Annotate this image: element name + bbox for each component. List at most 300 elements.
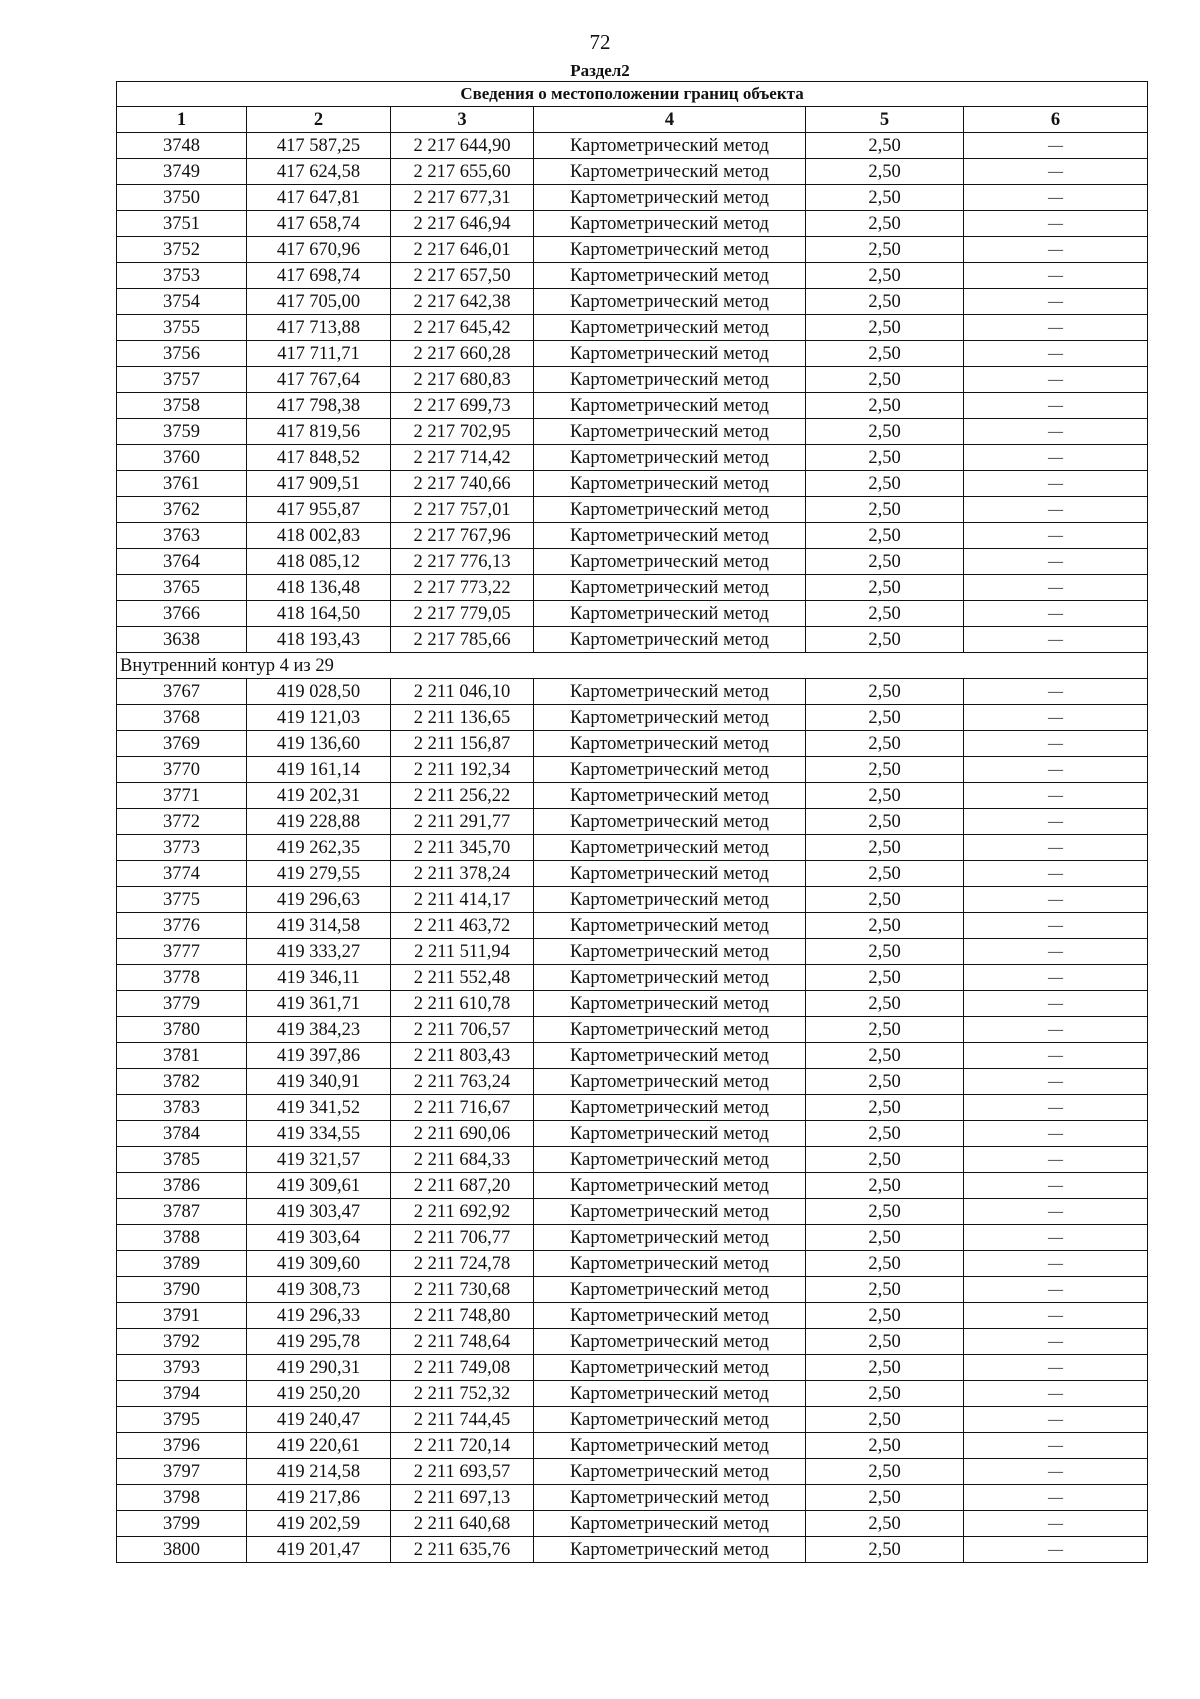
x-coordinate-cell: 417 819,56 — [247, 419, 391, 445]
x-coordinate-cell: 417 647,81 — [247, 185, 391, 211]
x-coordinate-cell: 419 290,31 — [247, 1355, 391, 1381]
point-number-cell: 3757 — [117, 367, 247, 393]
table-row — [117, 1121, 1148, 1147]
table-row — [117, 1147, 1148, 1173]
method-cell: Картометрический метод — [534, 809, 806, 835]
table-row — [117, 991, 1148, 1017]
method-cell: Картометрический метод — [534, 1095, 806, 1121]
y-coordinate-cell: 2 217 677,31 — [391, 185, 534, 211]
note-cell: — — [964, 1043, 1148, 1069]
point-number-cell: 3774 — [117, 861, 247, 887]
y-coordinate-cell: 2 211 730,68 — [391, 1277, 534, 1303]
x-coordinate-cell: 419 321,57 — [247, 1147, 391, 1173]
point-number-cell: 3755 — [117, 315, 247, 341]
y-coordinate-cell: 2 211 763,24 — [391, 1069, 534, 1095]
y-coordinate-cell: 2 211 256,22 — [391, 783, 534, 809]
note-cell: — — [964, 965, 1148, 991]
section-title: Раздел2 — [570, 61, 630, 80]
note-cell: — — [964, 835, 1148, 861]
x-coordinate-cell: 417 705,00 — [247, 289, 391, 315]
method-cell: Картометрический метод — [534, 1251, 806, 1277]
accuracy-cell: 2,50 — [806, 627, 964, 653]
x-coordinate-cell: 419 303,64 — [247, 1225, 391, 1251]
page-number: 72 — [589, 30, 611, 54]
point-number-cell: 3763 — [117, 523, 247, 549]
x-coordinate-cell: 419 314,58 — [247, 913, 391, 939]
y-coordinate-cell: 2 211 640,68 — [391, 1511, 534, 1537]
note-cell: — — [964, 185, 1148, 211]
x-coordinate-cell: 419 346,11 — [247, 965, 391, 991]
point-number-cell: 3799 — [117, 1511, 247, 1537]
method-cell: Картометрический метод — [534, 419, 806, 445]
method-cell: Картометрический метод — [534, 289, 806, 315]
column-header: 5 — [806, 107, 964, 133]
y-coordinate-cell: 2 211 552,48 — [391, 965, 534, 991]
point-number-cell: 3789 — [117, 1251, 247, 1277]
x-coordinate-cell: 419 303,47 — [247, 1199, 391, 1225]
y-coordinate-cell: 2 217 776,13 — [391, 549, 534, 575]
note-cell: — — [964, 1251, 1148, 1277]
note-cell: — — [964, 1407, 1148, 1433]
note-cell: — — [964, 367, 1148, 393]
column-header: 4 — [534, 107, 806, 133]
y-coordinate-cell: 2 211 803,43 — [391, 1043, 534, 1069]
point-number-cell: 3785 — [117, 1147, 247, 1173]
y-coordinate-cell: 2 217 714,42 — [391, 445, 534, 471]
accuracy-cell: 2,50 — [806, 1433, 964, 1459]
accuracy-cell: 2,50 — [806, 1147, 964, 1173]
note-cell: — — [964, 1355, 1148, 1381]
point-number-cell: 3761 — [117, 471, 247, 497]
x-coordinate-cell: 419 121,03 — [247, 705, 391, 731]
note-cell: — — [964, 315, 1148, 341]
method-cell: Картометрический метод — [534, 887, 806, 913]
point-number-cell: 3749 — [117, 159, 247, 185]
method-cell: Картометрический метод — [534, 367, 806, 393]
table-row — [117, 185, 1148, 211]
note-cell: — — [964, 887, 1148, 913]
y-coordinate-cell: 2 211 345,70 — [391, 835, 534, 861]
accuracy-cell: 2,50 — [806, 575, 964, 601]
point-number-cell: 3750 — [117, 185, 247, 211]
table-row — [117, 887, 1148, 913]
note-cell: — — [964, 627, 1148, 653]
method-cell: Картометрический метод — [534, 159, 806, 185]
x-coordinate-cell: 419 214,58 — [247, 1459, 391, 1485]
accuracy-cell: 2,50 — [806, 783, 964, 809]
y-coordinate-cell: 2 217 646,01 — [391, 237, 534, 263]
x-coordinate-cell: 419 220,61 — [247, 1433, 391, 1459]
method-cell: Картометрический метод — [534, 315, 806, 341]
x-coordinate-cell: 417 658,74 — [247, 211, 391, 237]
x-coordinate-cell: 417 624,58 — [247, 159, 391, 185]
table-row — [117, 523, 1148, 549]
table-row — [117, 159, 1148, 185]
x-coordinate-cell: 417 698,74 — [247, 263, 391, 289]
contour-label: Внутренний контур 4 из 29 — [117, 653, 1148, 679]
y-coordinate-cell: 2 211 716,67 — [391, 1095, 534, 1121]
x-coordinate-cell: 417 955,87 — [247, 497, 391, 523]
x-coordinate-cell: 419 334,55 — [247, 1121, 391, 1147]
note-cell: — — [964, 497, 1148, 523]
accuracy-cell: 2,50 — [806, 705, 964, 731]
note-cell: — — [964, 679, 1148, 705]
note-cell: — — [964, 731, 1148, 757]
method-cell: Картометрический метод — [534, 835, 806, 861]
column-header: 2 — [247, 107, 391, 133]
y-coordinate-cell: 2 217 757,01 — [391, 497, 534, 523]
table-row — [117, 289, 1148, 315]
point-number-cell: 3752 — [117, 237, 247, 263]
method-cell: Картометрический метод — [534, 575, 806, 601]
table-row — [117, 1303, 1148, 1329]
method-cell: Картометрический метод — [534, 133, 806, 159]
point-number-cell: 3777 — [117, 939, 247, 965]
point-number-cell: 3788 — [117, 1225, 247, 1251]
y-coordinate-cell: 2 217 655,60 — [391, 159, 534, 185]
method-cell: Картометрический метод — [534, 731, 806, 757]
accuracy-cell: 2,50 — [806, 1251, 964, 1277]
y-coordinate-cell: 2 217 642,38 — [391, 289, 534, 315]
method-cell: Картометрический метод — [534, 1225, 806, 1251]
point-number-cell: 3790 — [117, 1277, 247, 1303]
accuracy-cell: 2,50 — [806, 1225, 964, 1251]
method-cell: Картометрический метод — [534, 1017, 806, 1043]
y-coordinate-cell: 2 211 635,76 — [391, 1537, 534, 1563]
point-number-cell: 3792 — [117, 1329, 247, 1355]
method-cell: Картометрический метод — [534, 1303, 806, 1329]
accuracy-cell: 2,50 — [806, 159, 964, 185]
table-row — [117, 1095, 1148, 1121]
table-row — [117, 263, 1148, 289]
column-header: 1 — [117, 107, 247, 133]
accuracy-cell: 2,50 — [806, 1381, 964, 1407]
note-cell: — — [964, 1381, 1148, 1407]
note-cell: — — [964, 1329, 1148, 1355]
point-number-cell: 3782 — [117, 1069, 247, 1095]
point-number-cell: 3638 — [117, 627, 247, 653]
table-row — [117, 757, 1148, 783]
method-cell: Картометрический метод — [534, 861, 806, 887]
x-coordinate-cell: 419 340,91 — [247, 1069, 391, 1095]
method-cell: Картометрический метод — [534, 1199, 806, 1225]
x-coordinate-cell: 419 296,33 — [247, 1303, 391, 1329]
note-cell: — — [964, 1199, 1148, 1225]
accuracy-cell: 2,50 — [806, 1043, 964, 1069]
point-number-cell: 3772 — [117, 809, 247, 835]
method-cell: Картометрический метод — [534, 497, 806, 523]
x-coordinate-cell: 419 309,60 — [247, 1251, 391, 1277]
contour-row — [117, 653, 1148, 679]
note-cell: — — [964, 757, 1148, 783]
x-coordinate-cell: 417 767,64 — [247, 367, 391, 393]
method-cell: Картометрический метод — [534, 1537, 806, 1563]
point-number-cell: 3751 — [117, 211, 247, 237]
accuracy-cell: 2,50 — [806, 523, 964, 549]
note-cell: — — [964, 1147, 1148, 1173]
x-coordinate-cell: 419 296,63 — [247, 887, 391, 913]
point-number-cell: 3796 — [117, 1433, 247, 1459]
note-cell: — — [964, 783, 1148, 809]
accuracy-cell: 2,50 — [806, 471, 964, 497]
table-row — [117, 965, 1148, 991]
table-row — [117, 679, 1148, 705]
accuracy-cell: 2,50 — [806, 1069, 964, 1095]
method-cell: Картометрический метод — [534, 211, 806, 237]
x-coordinate-cell: 419 217,86 — [247, 1485, 391, 1511]
column-header-row — [117, 107, 1148, 133]
accuracy-cell: 2,50 — [806, 887, 964, 913]
point-number-cell: 3766 — [117, 601, 247, 627]
x-coordinate-cell: 419 308,73 — [247, 1277, 391, 1303]
method-cell: Картометрический метод — [534, 263, 806, 289]
x-coordinate-cell: 417 587,25 — [247, 133, 391, 159]
table-row — [117, 809, 1148, 835]
y-coordinate-cell: 2 211 046,10 — [391, 679, 534, 705]
note-cell: — — [964, 601, 1148, 627]
point-number-cell: 3787 — [117, 1199, 247, 1225]
table-row — [117, 627, 1148, 653]
y-coordinate-cell: 2 211 511,94 — [391, 939, 534, 965]
point-number-cell: 3779 — [117, 991, 247, 1017]
method-cell: Картометрический метод — [534, 1459, 806, 1485]
table-row — [117, 835, 1148, 861]
point-number-cell: 3760 — [117, 445, 247, 471]
note-cell: — — [964, 445, 1148, 471]
x-coordinate-cell: 417 711,71 — [247, 341, 391, 367]
note-cell: — — [964, 861, 1148, 887]
x-coordinate-cell: 419 361,71 — [247, 991, 391, 1017]
note-cell: — — [964, 289, 1148, 315]
y-coordinate-cell: 2 211 463,72 — [391, 913, 534, 939]
method-cell: Картометрический метод — [534, 1485, 806, 1511]
y-coordinate-cell: 2 211 724,78 — [391, 1251, 534, 1277]
table-row — [117, 549, 1148, 575]
note-cell: — — [964, 549, 1148, 575]
accuracy-cell: 2,50 — [806, 497, 964, 523]
method-cell: Картометрический метод — [534, 237, 806, 263]
boundary-table — [116, 81, 1148, 1563]
point-number-cell: 3798 — [117, 1485, 247, 1511]
point-number-cell: 3748 — [117, 133, 247, 159]
table-row — [117, 1355, 1148, 1381]
method-cell: Картометрический метод — [534, 1511, 806, 1537]
point-number-cell: 3767 — [117, 679, 247, 705]
table-row — [117, 1277, 1148, 1303]
x-coordinate-cell: 419 202,31 — [247, 783, 391, 809]
y-coordinate-cell: 2 217 740,66 — [391, 471, 534, 497]
method-cell: Картометрический метод — [534, 185, 806, 211]
point-number-cell: 3800 — [117, 1537, 247, 1563]
method-cell: Картометрический метод — [534, 783, 806, 809]
table-row — [117, 315, 1148, 341]
note-cell: — — [964, 211, 1148, 237]
method-cell: Картометрический метод — [534, 1433, 806, 1459]
method-cell: Картометрический метод — [534, 679, 806, 705]
table-row — [117, 1407, 1148, 1433]
x-coordinate-cell: 419 333,27 — [247, 939, 391, 965]
table-row — [117, 1225, 1148, 1251]
point-number-cell: 3758 — [117, 393, 247, 419]
note-cell: — — [964, 341, 1148, 367]
note-cell: — — [964, 1121, 1148, 1147]
point-number-cell: 3759 — [117, 419, 247, 445]
accuracy-cell: 2,50 — [806, 991, 964, 1017]
table-row — [117, 861, 1148, 887]
method-cell: Картометрический метод — [534, 1381, 806, 1407]
accuracy-cell: 2,50 — [806, 1407, 964, 1433]
note-cell: — — [964, 939, 1148, 965]
y-coordinate-cell: 2 211 749,08 — [391, 1355, 534, 1381]
accuracy-cell: 2,50 — [806, 601, 964, 627]
column-header: 3 — [391, 107, 534, 133]
x-coordinate-cell: 419 309,61 — [247, 1173, 391, 1199]
method-cell: Картометрический метод — [534, 1043, 806, 1069]
point-number-cell: 3762 — [117, 497, 247, 523]
point-number-cell: 3756 — [117, 341, 247, 367]
x-coordinate-cell: 419 202,59 — [247, 1511, 391, 1537]
accuracy-cell: 2,50 — [806, 341, 964, 367]
method-cell: Картометрический метод — [534, 627, 806, 653]
accuracy-cell: 2,50 — [806, 419, 964, 445]
table-row — [117, 1251, 1148, 1277]
note-cell: — — [964, 1173, 1148, 1199]
method-cell: Картометрический метод — [534, 705, 806, 731]
y-coordinate-cell: 2 211 693,57 — [391, 1459, 534, 1485]
accuracy-cell: 2,50 — [806, 289, 964, 315]
method-cell: Картометрический метод — [534, 1355, 806, 1381]
point-number-cell: 3781 — [117, 1043, 247, 1069]
y-coordinate-cell: 2 217 645,42 — [391, 315, 534, 341]
method-cell: Картометрический метод — [534, 1173, 806, 1199]
method-cell: Картометрический метод — [534, 1147, 806, 1173]
accuracy-cell: 2,50 — [806, 965, 964, 991]
y-coordinate-cell: 2 217 646,94 — [391, 211, 534, 237]
accuracy-cell: 2,50 — [806, 263, 964, 289]
accuracy-cell: 2,50 — [806, 679, 964, 705]
point-number-cell: 3794 — [117, 1381, 247, 1407]
y-coordinate-cell: 2 211 692,92 — [391, 1199, 534, 1225]
table-row — [117, 1381, 1148, 1407]
accuracy-cell: 2,50 — [806, 1303, 964, 1329]
note-cell: — — [964, 471, 1148, 497]
x-coordinate-cell: 418 085,12 — [247, 549, 391, 575]
x-coordinate-cell: 418 136,48 — [247, 575, 391, 601]
y-coordinate-cell: 2 211 706,77 — [391, 1225, 534, 1251]
y-coordinate-cell: 2 211 748,80 — [391, 1303, 534, 1329]
accuracy-cell: 2,50 — [806, 1173, 964, 1199]
method-cell: Картометрический метод — [534, 939, 806, 965]
note-cell: — — [964, 1017, 1148, 1043]
y-coordinate-cell: 2 211 687,20 — [391, 1173, 534, 1199]
table-row — [117, 1069, 1148, 1095]
x-coordinate-cell: 419 262,35 — [247, 835, 391, 861]
table-row — [117, 731, 1148, 757]
point-number-cell: 3776 — [117, 913, 247, 939]
table-row — [117, 1017, 1148, 1043]
table-row — [117, 1199, 1148, 1225]
accuracy-cell: 2,50 — [806, 861, 964, 887]
accuracy-cell: 2,50 — [806, 731, 964, 757]
note-cell: — — [964, 1069, 1148, 1095]
y-coordinate-cell: 2 211 156,87 — [391, 731, 534, 757]
x-coordinate-cell: 418 193,43 — [247, 627, 391, 653]
table-row — [117, 1329, 1148, 1355]
accuracy-cell: 2,50 — [806, 1121, 964, 1147]
note-cell: — — [964, 237, 1148, 263]
method-cell: Картометрический метод — [534, 1121, 806, 1147]
accuracy-cell: 2,50 — [806, 445, 964, 471]
y-coordinate-cell: 2 217 773,22 — [391, 575, 534, 601]
method-cell: Картометрический метод — [534, 757, 806, 783]
y-coordinate-cell: 2 211 610,78 — [391, 991, 534, 1017]
x-coordinate-cell: 419 295,78 — [247, 1329, 391, 1355]
y-coordinate-cell: 2 211 748,64 — [391, 1329, 534, 1355]
accuracy-cell: 2,50 — [806, 1199, 964, 1225]
accuracy-cell: 2,50 — [806, 1511, 964, 1537]
table-row — [117, 445, 1148, 471]
table-row — [117, 1459, 1148, 1485]
table-row — [117, 133, 1148, 159]
table-caption: Сведения о местоположении границ объекта — [117, 82, 1148, 107]
x-coordinate-cell: 419 250,20 — [247, 1381, 391, 1407]
point-number-cell: 3783 — [117, 1095, 247, 1121]
method-cell: Картометрический метод — [534, 471, 806, 497]
table-row — [117, 575, 1148, 601]
note-cell: — — [964, 263, 1148, 289]
method-cell: Картометрический метод — [534, 1277, 806, 1303]
method-cell: Картометрический метод — [534, 1407, 806, 1433]
x-coordinate-cell: 419 341,52 — [247, 1095, 391, 1121]
y-coordinate-cell: 2 217 785,66 — [391, 627, 534, 653]
y-coordinate-cell: 2 217 702,95 — [391, 419, 534, 445]
table-row — [117, 1433, 1148, 1459]
point-number-cell: 3754 — [117, 289, 247, 315]
y-coordinate-cell: 2 217 644,90 — [391, 133, 534, 159]
y-coordinate-cell: 2 211 690,06 — [391, 1121, 534, 1147]
y-coordinate-cell: 2 211 697,13 — [391, 1485, 534, 1511]
point-number-cell: 3764 — [117, 549, 247, 575]
accuracy-cell: 2,50 — [806, 315, 964, 341]
point-number-cell: 3765 — [117, 575, 247, 601]
x-coordinate-cell: 419 161,14 — [247, 757, 391, 783]
x-coordinate-cell: 419 201,47 — [247, 1537, 391, 1563]
note-cell: — — [964, 1511, 1148, 1537]
point-number-cell: 3795 — [117, 1407, 247, 1433]
accuracy-cell: 2,50 — [806, 367, 964, 393]
method-cell: Картометрический метод — [534, 393, 806, 419]
y-coordinate-cell: 2 211 744,45 — [391, 1407, 534, 1433]
method-cell: Картометрический метод — [534, 1069, 806, 1095]
note-cell: — — [964, 913, 1148, 939]
point-number-cell: 3778 — [117, 965, 247, 991]
accuracy-cell: 2,50 — [806, 1095, 964, 1121]
note-cell: — — [964, 809, 1148, 835]
table-row — [117, 1043, 1148, 1069]
note-cell: — — [964, 1095, 1148, 1121]
method-cell: Картометрический метод — [534, 991, 806, 1017]
y-coordinate-cell: 2 217 699,73 — [391, 393, 534, 419]
point-number-cell: 3775 — [117, 887, 247, 913]
table-row — [117, 705, 1148, 731]
x-coordinate-cell: 417 798,38 — [247, 393, 391, 419]
table-row — [117, 1173, 1148, 1199]
y-coordinate-cell: 2 217 680,83 — [391, 367, 534, 393]
y-coordinate-cell: 2 211 720,14 — [391, 1433, 534, 1459]
note-cell: — — [964, 1303, 1148, 1329]
method-cell: Картометрический метод — [534, 549, 806, 575]
y-coordinate-cell: 2 211 291,77 — [391, 809, 534, 835]
